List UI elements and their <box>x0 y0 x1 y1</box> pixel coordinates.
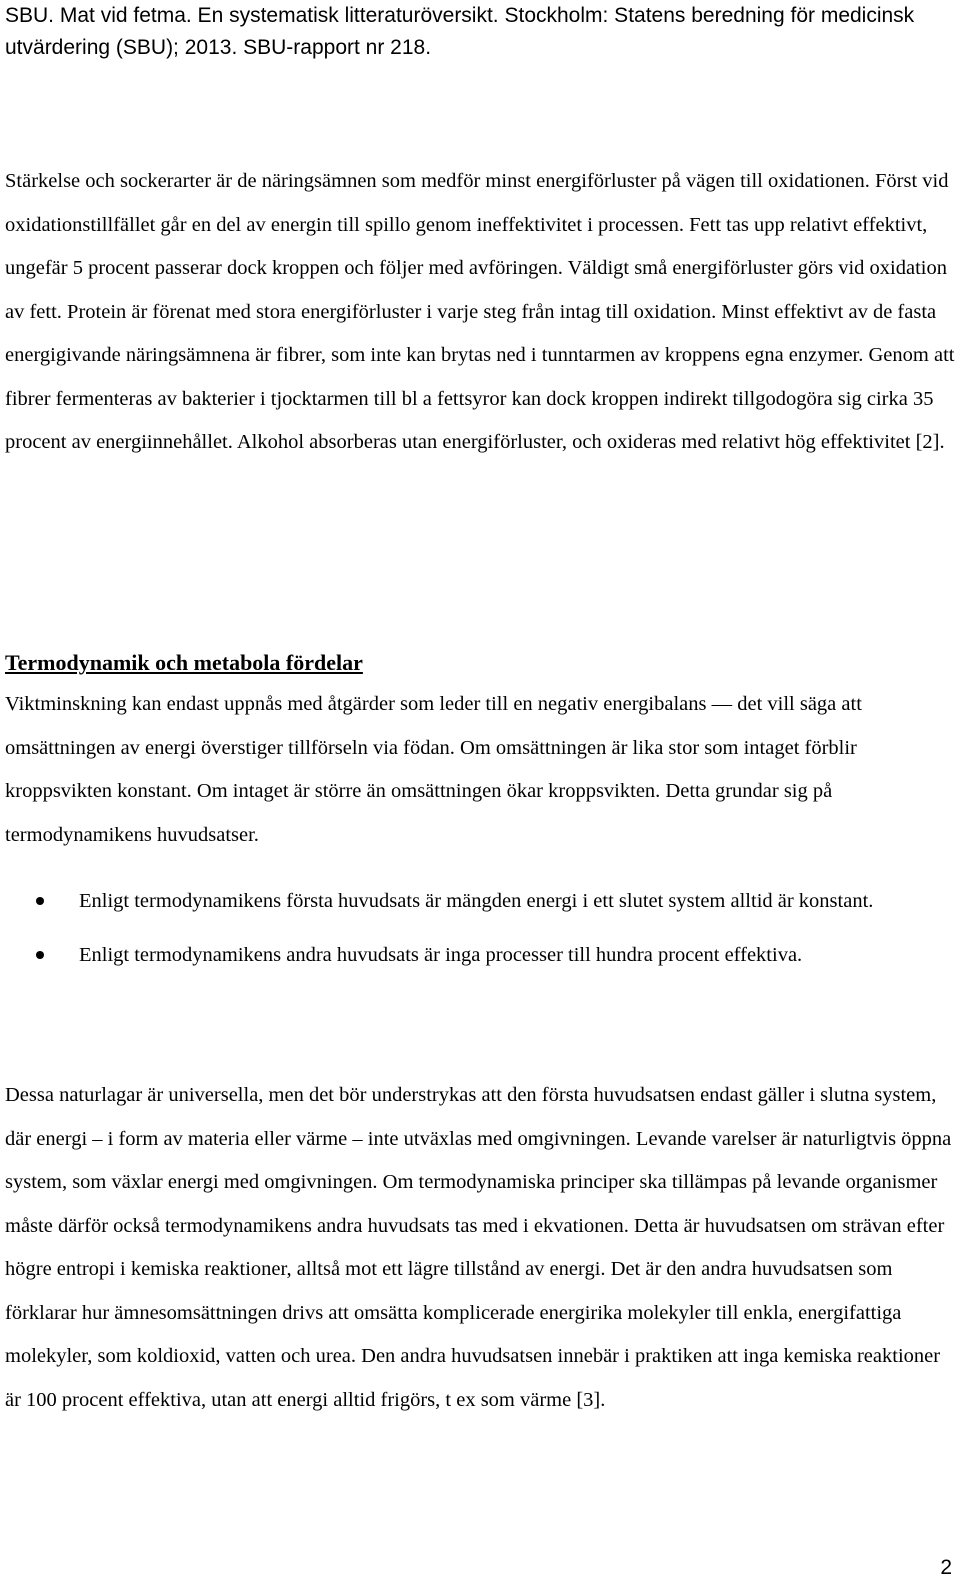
page-number: 2 <box>940 1556 952 1579</box>
list-item-text: Enligt termodynamikens andra huvudsats är inga processer till hundra procent effektiva. <box>79 943 803 966</box>
paragraph-weight-loss: Viktminskning kan endast uppnås med åtgärder som leder till en negativ energibalans — det vill säga att omsättningen av energi överstiger tillförseln via födan. Om omsättningen är lika stor som intaget förblir kroppsvikten konstant. Om intaget är större än omsättningen ökar kroppsvikten. Detta grundar sig på termodynamikens huvudsatser. <box>5 693 862 846</box>
thermodynamics-list <box>0 880 960 977</box>
reference-header: SBU. Mat vid fetma. En systematisk litteraturöversikt. Stockholm: Statens beredning för medicinsk utvärdering (SBU); 2013. SBU-rapport nr 218. <box>5 4 915 59</box>
list-item-text: Enligt termodynamikens första huvudsats är mängden energi i ett slutet system alltid är konstant. <box>79 890 874 912</box>
list-item <box>0 934 929 978</box>
section-heading: Termodynamik och metabola fördelar <box>5 650 363 675</box>
paragraph-energy-losses: Stärkelse och sockerarter är de näringsämnen som medför minst energiförluster på vägen till oxidationen. Först vid oxidationstillfället går en del av energin till spillo genom ineffektivitet i processen. Fett tas upp relativt effektivt, ungefär 5 procent passerar dock kroppen och följer med avföringen. Väldigt små energiförluster görs vid oxidation av fett. Protein är förenat med stora energiförluster i varje steg från intag till oxidation. Minst effektivt av de fasta energigivande näringsämnena är fibrer, som inte kan brytas ned i tunntarmen av kroppens egna enzymer. Genom att fibrer fermenteras av bakterier i tjocktarmen till bl a fettsyror kan dock kroppen indirekt tillgodogöra sig cirka 35 procent av energiinnehållet. Alkohol absorberas utan energiförluster, och oxideras med relativt hög effektivitet [2]. <box>5 170 955 453</box>
bullet-icon <box>36 897 44 905</box>
bullet-icon <box>36 951 44 959</box>
list-item <box>0 880 929 924</box>
paragraph-natural-laws: Dessa naturlagar är universella, men det bör understrykas att den första huvudsatsen endast gäller i slutna system, där energi – i form av materia eller värme – inte utväxlas med omgivningen. Levande varelser är naturligtvis öppna system, som växlar energi med omgivningen. Om termodynamiska principer ska tillämpas på levande organismer måste därför också termodynamikens andra huvudsats tas med i ekvationen. Detta är huvudsatsen om strävan efter högre entropi i kemiska reaktioner, alltså mot ett lägre tillstånd av energi. Det är den andra huvudsatsen som förklarar hur ämnesomsättningen drivs att omsätta komplicerade energirika molekyler till enkla, energifattiga molekyler, som koldioxid, vatten och urea. Den andra huvudsatsen innebär i praktiken att inga kemiska reaktioner är 100 procent effektiva, utan att energi alltid frigörs, t ex som värme [3]. <box>5 1084 952 1411</box>
